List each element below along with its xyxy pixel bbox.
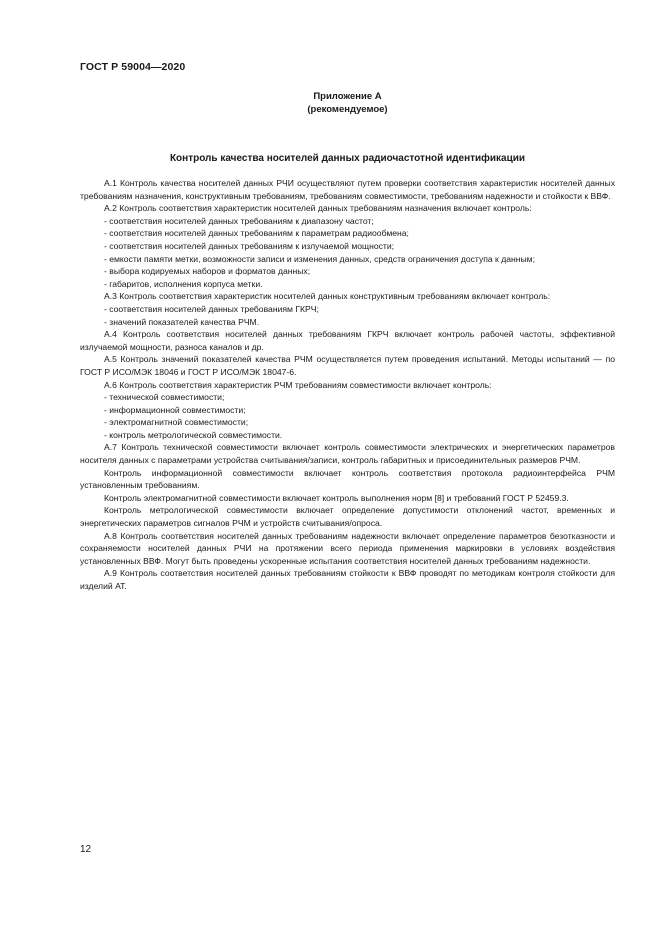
paragraph: А.6 Контроль соответствия характеристик РЧМ требованиям совместимости включает контроль: <box>104 379 492 390</box>
list-item: - электромагнитной совместимости; <box>104 417 249 428</box>
paragraph: Контроль метрологической совместимости включает определение допустимости отклонений частот, временных и энергетических параметров сигналов РЧМ и устройств считывания/опроса. <box>80 505 615 529</box>
list-item: - соответствия носителей данных требованиям к диапазону частот; <box>104 215 374 226</box>
list-item: - контроль метрологической совместимости. <box>104 429 283 440</box>
paragraph: А.2 Контроль соответствия характеристик носителей данных требованиям назначения включает контроль: <box>104 203 532 214</box>
document-body <box>80 177 615 593</box>
paragraph: Контроль информационной совместимости включает контроль соответствия протокола радиоинтерфейса РЧМ установленным требованиям. <box>80 467 615 491</box>
list-item: - соответствия носителей данных требованиям к излучаемой мощности; <box>104 240 395 251</box>
paragraph: А.5 Контроль значений показателей качества РЧМ осуществляется путем проведения испытаний. Методы испытаний — по ГОСТ Р ИСО/МЭК 18046 и ГОСТ Р ИСО/МЭК 18047-6. <box>80 354 615 377</box>
list-item: - выбора кодируемых наборов и форматов данных; <box>104 266 311 277</box>
appendix-heading <box>80 90 615 116</box>
paragraph: А.7 Контроль технической совместимости включает контроль совместимости электрических и энергетических параметров носителя данных с параметрами устройства считывания/записи, контроль габаритных и присоединительных размеров РЧМ. <box>80 442 615 466</box>
document-code: ГОСТ Р 59004—2020 <box>80 61 186 73</box>
paragraph: Контроль электромагнитной совместимости включает контроль выполнения норм [8] и требований ГОСТ Р 52459.3. <box>104 492 569 503</box>
paragraph: А.9 Контроль соответствия носителей данных требованиям стойкости к ВВФ проводят по методикам контроля стойкости для изделий АТ. <box>80 568 615 591</box>
paragraph: А.3 Контроль соответствия характеристик носителей данных конструктивным требованиям включает контроль: <box>104 291 551 302</box>
list-item: - информационной совместимости; <box>104 404 246 415</box>
page-number: 12 <box>80 844 92 855</box>
list-item: - габаритов, исполнения корпуса метки. <box>104 278 263 289</box>
list-item: - емкости памяти метки, возможности записи и изменения данных, средств ограничения доступа к данным; <box>104 253 535 264</box>
list-item: - технической совместимости; <box>104 392 225 403</box>
list-item: - соответствия носителей данных требованиям к параметрам радиообмена; <box>104 228 409 239</box>
paragraph: А.4 Контроль соответствия носителей данных требованиям ГКРЧ включает контроль рабочей частоты, эффективной излучаемой мощности, разноса каналов и др. <box>80 329 615 352</box>
list-item: - соответствия носителей данных требованиям ГКРЧ; <box>104 303 319 314</box>
list-item: - значений показателей качества РЧМ. <box>104 316 260 327</box>
paragraph: А.8 Контроль соответствия носителей данных требованиям надежности включает определение параметров безотказности и сохраняемости носителей данных РЧИ на протяжении всего периода применения маркировки в условиях воздействия установленных ВВФ. Могут быть проведены ускоренные испытания соответствия носителей данных требованиям надежности. <box>80 530 615 566</box>
appendix-subtitle: (рекомендуемое) <box>307 104 388 115</box>
section-title: Контроль качества носителей данных радиочастотной идентификации <box>169 153 526 164</box>
appendix-title: Приложение А <box>313 91 382 102</box>
paragraph: А.1 Контроль качества носителей данных РЧИ осуществляют путем проверки соответствия характеристик носителей данных требованиям назначения, конструктивным требованиям, требованиям совместимости, требованиям надежности и стойкости к ВВФ. <box>80 178 615 201</box>
